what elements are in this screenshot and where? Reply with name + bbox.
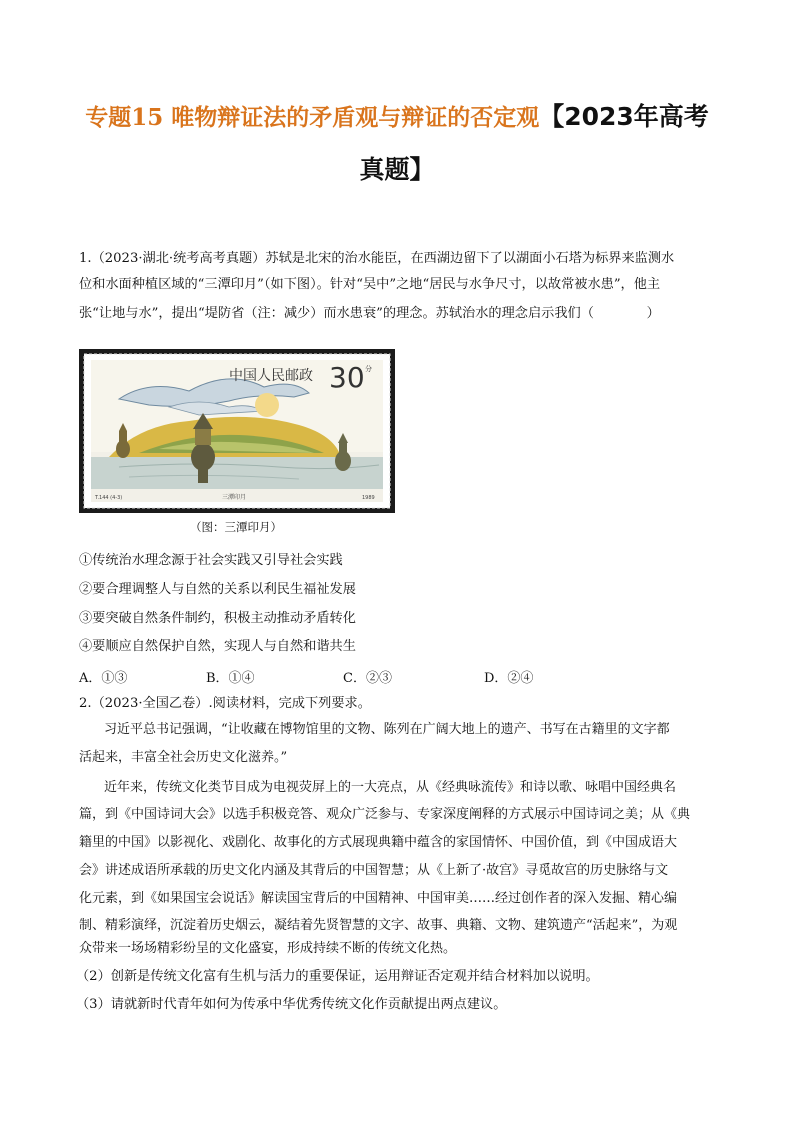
q1-line-1: 1.（2023·湖北·统考高考真题）苏轼是北宋的治水能臣，在西湖边留下了以湖面小石塔为标界来监测水 xyxy=(79,251,675,266)
page-title-line2 xyxy=(0,145,794,195)
option-d: D．②④ xyxy=(484,671,534,686)
moon-icon xyxy=(255,393,279,417)
stamp-code: T.144 (4-3) xyxy=(95,495,123,501)
stamp-year: 1989 xyxy=(362,495,375,501)
sub-question-2: （2）创新是传统文化富有生机与活力的重要保证，运用辩证否定观并结合材料加以说明。 xyxy=(76,969,599,984)
option-b: B．①④ xyxy=(206,671,255,686)
statement-3: ③要突破自然条件制约，积极主动推动矛盾转化 xyxy=(79,611,356,626)
stamp-image xyxy=(79,349,395,513)
material-line-9: 众带来一场场精彩纷呈的文化盛宴，形成持续不断的传统文化热。 xyxy=(79,941,457,956)
option-a: A．①③ xyxy=(79,671,128,686)
statement-2: ②要合理调整人与自然的关系以利民生福祉发展 xyxy=(79,582,356,597)
stamp-header: 中国人民邮政 xyxy=(229,368,313,384)
stamp-name: 三潭印月 xyxy=(222,494,247,501)
option-c: C．②③ xyxy=(343,671,392,686)
title-year: 【2023年高考 xyxy=(539,102,709,131)
stamp-value: 30 xyxy=(329,361,365,394)
title-topic: 专题15 唯物辩证法的矛盾观与辩证的否定观 xyxy=(85,104,540,131)
material-line-3: 近年来，传统文化类节目成为电视荧屏上的一大亮点，从《经典咏流传》和诗以歌、咏唱中国经典名 xyxy=(104,780,677,795)
q1-line-2: 位和水面种植区域的“三潭印月”（如下图）。针对“吴中”之地“居民与水争尺寸，以故常被水患”，他主 xyxy=(79,277,661,292)
sub-question-3: （3）请就新时代青年如何为传承中华优秀传统文化作贡献提出两点建议。 xyxy=(76,997,507,1012)
material-line-4: 篇，到《中国诗词大会》以选手积极竞答、观众广泛参与、专家深度阐释的方式展示中国诗词之美；从《典 xyxy=(79,807,691,822)
statement-4: ④要顺应自然保护自然，实现人与自然和谐共生 xyxy=(79,639,356,654)
material-line-6: 会》讲述成语所承载的历史文化内涵及其背后的中国智慧；从《上新了·故宫》寻觅故宫的历史脉络与文 xyxy=(79,863,669,878)
page-title xyxy=(0,92,794,143)
q1-line-3: 张“让地与水”，提出“堤防省（注：减少）而水患衰”的理念。苏轼治水的理念启示我们（ ） xyxy=(79,306,660,321)
title-suffix: 真题】 xyxy=(359,155,435,184)
q2-head: 2.（2023·全国乙卷）.阅读材料，完成下列要求。 xyxy=(79,696,371,711)
statement-1: ①传统治水理念源于社会实践又引导社会实践 xyxy=(79,553,343,568)
material-line-2: 活起来，丰富全社会历史文化滋养。” xyxy=(79,750,288,765)
material-line-1: 习近平总书记强调，“让收藏在博物馆里的文物、陈列在广阔大地上的遗产、书写在古籍里的文字都 xyxy=(104,722,670,737)
material-line-7: 化元素，到《如果国宝会说话》解读国宝背后的中国精神、中国审美……经过创作者的深入发掘、精心编 xyxy=(79,891,678,906)
material-line-5: 籍里的中国》以影视化、戏剧化、故事化的方式展现典籍中蕴含的家国情怀、中国价值，到《中国成语大 xyxy=(79,835,678,850)
image-caption: （图：三潭印月） xyxy=(190,520,282,534)
material-line-8: 制、精彩演绎，沉淀着历史烟云，凝结着先贤智慧的文字、故事、典籍、文物、建筑遗产“活起来”，为观 xyxy=(79,918,678,933)
stamp-unit: 分 xyxy=(365,365,372,373)
